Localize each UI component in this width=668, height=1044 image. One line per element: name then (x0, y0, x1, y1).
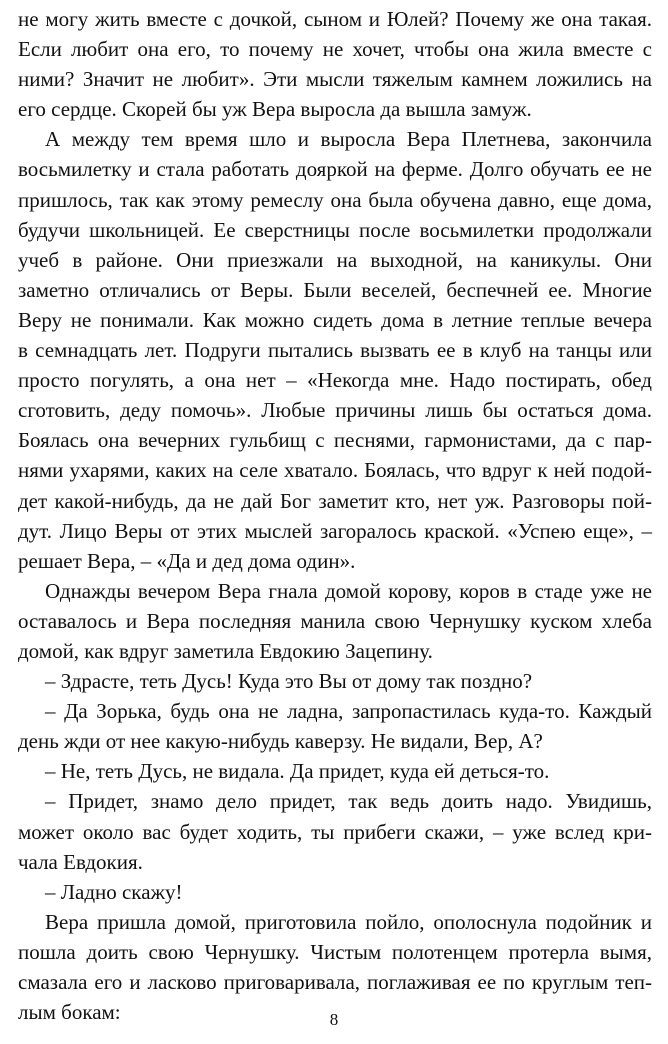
text-line: – Не, теть Дусь, не видала. Да придет, куда ей деться-то. (45, 759, 550, 784)
text-line: – Придет, знамо дело придет, так ведь доить надо. Увидишь, (45, 789, 652, 814)
text-line: пошла доить свою Чернушку. Чистым полотенцем протерла вымя, (18, 939, 652, 964)
text-line: Если любит она его, то почему не хочет, чтобы она жила вместе с (18, 37, 652, 62)
text-line: смазала его и ласково приговаривала, поглаживая ее по круглым теп- (18, 970, 652, 994)
paragraph (18, 124, 652, 575)
paragraph (18, 4, 652, 124)
text-line: пришлось, так как этому ремеслу она была обучена давно, еще дома, (18, 187, 652, 212)
text-line: ними? Значит не любит». Эти мысли тяжелым камнем ложились на (18, 67, 652, 92)
paragraph (18, 877, 652, 907)
paragraph (18, 756, 652, 786)
page-body (18, 4, 652, 1027)
text-line: будучи школьницей. Ее сверстницы после восьмилетки продолжали (18, 217, 652, 242)
text-line: заметно отличались от Веры. Были веселей, беспечней ее. Многие (18, 277, 652, 302)
text-line: А между тем время шло и выросла Вера Плетнева, закончила (45, 127, 652, 152)
text-line: Веру не понимали. Как можно сидеть дома в летние теплые вечера (18, 307, 652, 332)
text-line: Вера пришла домой, приготовила пойло, ополоснула подойник и (45, 909, 652, 934)
text-line: дет какой-нибудь, да не дай Бог заметит кто, нет уж. Разговоры пой- (18, 488, 652, 513)
text-line: учеб в районе. Они приезжали на выходной, на каникулы. Они (18, 247, 652, 272)
paragraph (18, 786, 652, 876)
paragraph (18, 666, 652, 696)
text-line: решает Вера, – «Да и дед дома один». (18, 548, 356, 573)
text-line: – Ладно скажу! (45, 879, 183, 904)
text-line: его сердце. Скорей бы уж Вера выросла да вышла замуж. (18, 97, 532, 122)
text-line: оставалось и Вера последняя манила свою Чернушку куском хлеба (18, 608, 652, 633)
text-line: день жди от нее какую-нибудь каверзу. Не видали, Вер, А? (18, 729, 543, 754)
text-line: может около вас будет ходить, ты прибеги скажи, – уже вслед кри- (18, 819, 652, 844)
text-line: лым бокам: (18, 1000, 121, 1025)
text-line: Боялась она вечерних гульбищ с песнями, гармонистами, да с пар- (18, 428, 652, 453)
paragraph (18, 576, 652, 666)
text-line: в семнадцать лет. Подруги пытались вызвать ее в клуб на танцы или (18, 338, 652, 363)
text-line: просто погулять, а она нет – «Некогда мне. Надо постирать, обед (18, 368, 652, 393)
text-line: – Да Зорька, будь она не ладна, запропастилась куда-то. Каждый (45, 699, 652, 724)
text-line: чала Евдокия. (18, 849, 143, 874)
text-line: не могу жить вместе с дочкой, сыном и Юлей? Почему же она такая. (18, 7, 652, 31)
text-line: домой, как вдруг заметила Евдокию Зацепину. (18, 638, 433, 663)
text-line: Однажды вечером Вера гнала домой корову, коров в стаде уже не (45, 578, 652, 603)
text-line: нями ухарями, каких на селе хватало. Боялась, что вдруг к ней подой- (18, 458, 652, 483)
text-line: дут. Лицо Веры от этих мыслей загоралось краской. «Успею еще», – (18, 518, 652, 543)
text-line: восьмилетку и стала работать дояркой на ферме. Долго обучать ее не (18, 157, 652, 182)
text-line: – Здрасте, теть Дусь! Куда это Вы от дому так поздно? (45, 669, 533, 694)
page-number: 8 (329, 1010, 339, 1029)
paragraph (18, 696, 652, 756)
text-line: сготовить, деду помочь». Любые причины лишь бы остаться дома. (18, 398, 652, 423)
